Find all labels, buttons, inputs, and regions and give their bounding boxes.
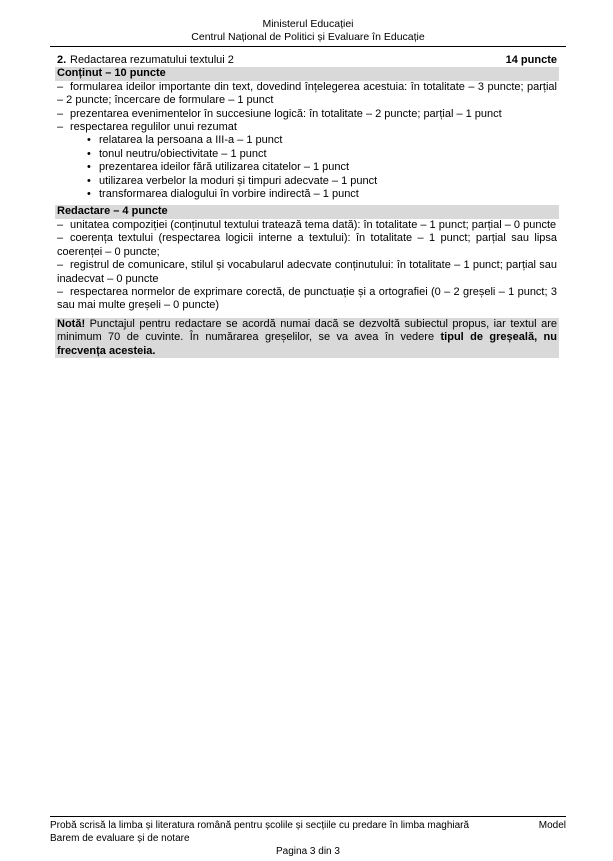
list-item	[57, 81, 557, 108]
footer-variant-label: Model	[538, 820, 566, 831]
list-item	[57, 161, 557, 174]
list-item-text: respectarea normelor de exprimare corectă, de punctuație și a ortografiei (0 – 2 greșeli – 1 punct; 3 sau mai multe greșeli – 0 puncte)	[57, 285, 557, 312]
list-item-text: formularea ideilor importante din text, dovedind înțelegerea acestuia: în totalitate – 3 puncte; parțial – 2 puncte; încercare de formulare – 1 punct	[57, 80, 557, 107]
list-item-text: relatarea la persoana a III-a – 1 punct	[99, 134, 283, 147]
footer-page-number: Pagina 3 din 3	[276, 846, 340, 857]
task-points: 14 puncte	[505, 54, 557, 66]
list-item-text: coerența textului (respectarea logicii interne a textului): în totalitate – 1 punct; parțial sau lipsa coerenței – 0 puncte;	[57, 232, 557, 258]
bullet-marker: •	[87, 174, 91, 187]
note-bold-text: tipul de greșeală, nu frecvența acesteia.	[57, 331, 557, 357]
list-item-text: prezentarea evenimentelor în succesiune logică: în totalitate – 2 puncte; parțial – 1 punct	[70, 107, 502, 120]
note-text: Punctajul pentru redactare se acordă numai dacă se dezvoltă subiectul propus, iar textul are minimum 70 de cuvinte. În numărarea greșelilor, se va avea în vedere	[57, 317, 557, 344]
list-item	[57, 148, 557, 161]
list-item-text: prezentarea ideilor fără utilizarea citatelor – 1 punct	[99, 161, 350, 174]
dash-marker: –	[57, 107, 64, 120]
task-title: Redactarea rezumatului textului 2	[70, 54, 234, 66]
dash-marker: –	[57, 259, 64, 272]
footer-line-1	[50, 819, 566, 832]
list-item	[57, 259, 557, 286]
list-item-text: tonul neutru/obiectivitate – 1 punct	[99, 147, 267, 160]
page-footer	[50, 816, 566, 858]
task-heading	[57, 54, 557, 67]
dash-marker: –	[57, 80, 64, 93]
list-item-text: registrul de comunicare, stilul și vocabularul adecvate conținutului: în totalitate – 1 punct; parțial sau inadecvat – 0 puncte	[57, 259, 557, 285]
task-number: 2.	[57, 54, 67, 66]
section-heading-redactare: Redactare – 4 puncte	[55, 205, 559, 218]
list-item	[57, 121, 557, 134]
list-item	[57, 219, 557, 232]
section-heading-continut: Conținut – 10 puncte	[55, 67, 559, 80]
dash-marker: –	[57, 285, 64, 298]
document-body	[57, 54, 557, 358]
list-item	[57, 188, 557, 201]
bullet-marker: •	[87, 147, 91, 160]
note-label: Notă!	[57, 317, 86, 330]
list-item-text: respectarea regulilor unui rezumat	[70, 121, 237, 134]
page-header	[50, 18, 566, 47]
list-item	[57, 232, 557, 259]
footer-doc-type: Barem de evaluare și de notare	[50, 833, 190, 844]
list-item	[57, 134, 557, 147]
list-item	[57, 175, 557, 188]
dash-marker: –	[57, 218, 64, 231]
dash-marker: –	[57, 121, 64, 134]
bullet-marker: •	[87, 188, 91, 201]
list-item	[57, 286, 557, 313]
list-item-text: unitatea compoziției (conținutul textului tratează tema dată): în totalitate – 1 punct; parțial – 0 puncte	[70, 218, 557, 231]
footer-exam-title: Probă scrisă la limba și literatura română pentru școlile și secțiile cu predare în limba maghiară	[50, 820, 470, 831]
list-item-text: utilizarea verbelor la moduri și timpuri adecvate – 1 punct	[99, 174, 378, 187]
header-ministry: Ministerul Educației	[262, 18, 354, 30]
header-national-center: Centrul Național de Politici și Evaluare în Educație	[191, 31, 425, 43]
task-title-wrap	[57, 54, 234, 67]
list-item	[57, 108, 557, 121]
dash-marker: –	[57, 232, 64, 245]
bullet-marker: •	[87, 134, 91, 147]
list-item-text: transformarea dialogului în vorbire indirectă – 1 punct	[99, 188, 359, 201]
bullet-marker: •	[87, 161, 91, 174]
note-block	[55, 318, 559, 358]
